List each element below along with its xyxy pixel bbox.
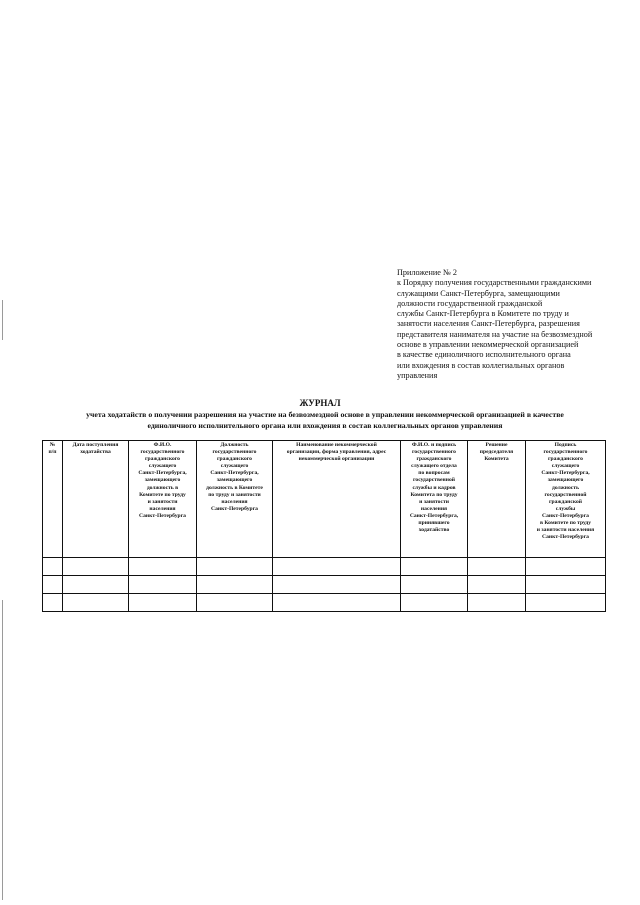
- column-header-line: служащего: [220, 463, 249, 470]
- column-header-line: служащего отдела: [411, 463, 457, 470]
- column-header-line: населения: [221, 498, 248, 505]
- table-cell: [468, 576, 526, 594]
- column-header: [526, 441, 606, 558]
- table-cell: [197, 576, 273, 594]
- column-header-line: должность в: [146, 484, 179, 491]
- appendix-line: к Порядку получения государственными гражданскими: [397, 278, 592, 288]
- column-header-line: Комитета по труду: [410, 491, 458, 498]
- column-header-line: служащего: [148, 463, 177, 470]
- appendix-line: должности государственной гражданской: [397, 298, 543, 308]
- column-header-line: Санкт-Петербурга: [139, 512, 186, 519]
- column-header-line: Санкт-Петербурга,: [210, 470, 259, 477]
- column-header-line: Санкт-Петербурга: [211, 505, 258, 512]
- table-cell: [43, 576, 63, 594]
- subtitle-line: единоличного исполнительного органа или вхождения в состав коллегиальных органов управления: [147, 420, 503, 430]
- column-header-line: №: [49, 442, 56, 448]
- table-cell: [468, 594, 526, 612]
- column-header: [401, 441, 468, 558]
- table-cell: [129, 576, 197, 594]
- table-cell: [63, 576, 129, 594]
- table-cell: [63, 558, 129, 576]
- subtitle-line: учета ходатайств о получении разрешения на участие на безвозмездной основе в управлении некоммерческой организацией в качестве: [86, 410, 564, 419]
- column-header-line: и занятости населения: [536, 527, 595, 534]
- column-header-line: Санкт-Петербурга,: [541, 470, 590, 477]
- column-header-line: замещающего: [144, 477, 181, 484]
- column-header-line: и занятости: [147, 498, 178, 505]
- table-cell: [273, 558, 401, 576]
- column-header-line: службы и кадров: [412, 484, 456, 491]
- appendix-line: управления: [397, 370, 438, 380]
- column-header-line: Комитете по труду: [139, 491, 186, 498]
- table-cell: [273, 576, 401, 594]
- appendix-line: представителя нанимателя на участие на безвозмездной: [397, 329, 593, 339]
- column-header-line: Санкт-Петербурга: [542, 534, 589, 541]
- journal-title: ЖУРНАЛ: [299, 398, 341, 408]
- table-cell: [401, 558, 468, 576]
- column-header-line: государственной: [413, 477, 455, 484]
- table-cell: [129, 558, 197, 576]
- journal-subtitle: [40, 410, 610, 431]
- column-header-line: Ф.И.О. и подпись: [411, 442, 457, 448]
- column-header-line: Подпись: [554, 442, 577, 448]
- column-header-line: п/п: [48, 449, 57, 456]
- column-header-line: населения: [149, 505, 176, 512]
- appendix-line: службы Санкт-Петербурга в Комитете по труду и: [397, 309, 569, 319]
- table-cell: [526, 576, 606, 594]
- table-cell: [273, 594, 401, 612]
- table-cell: [468, 558, 526, 576]
- column-header-line: должность: [552, 484, 579, 491]
- appendix-reference-block: [397, 268, 612, 381]
- table-cell: [526, 594, 606, 612]
- column-header-line: Ф.И.О.: [153, 442, 172, 448]
- table-cell: [197, 558, 273, 576]
- appendix-line: Приложение № 2: [397, 268, 457, 277]
- column-header-line: по труду и занятости: [208, 491, 261, 498]
- column-header-line: принявшего: [418, 520, 450, 527]
- table-cell: [129, 594, 197, 612]
- column-header-line: Должность: [220, 442, 249, 448]
- column-header-line: по вопросам: [418, 470, 450, 477]
- column-header-line: гражданского: [548, 456, 583, 463]
- column-header-line: гражданского: [416, 456, 452, 463]
- column-header: [273, 441, 401, 558]
- scan-edge-mark-top: [2, 300, 3, 340]
- table-cell: [401, 594, 468, 612]
- table-header-row: [43, 441, 606, 558]
- appendix-line: служащими Санкт-Петербурга, замещающими: [397, 288, 560, 298]
- column-header-line: ходатайство: [418, 527, 450, 534]
- journal-table: [42, 440, 606, 612]
- column-header-line: Санкт-Петербурга,: [409, 512, 459, 519]
- column-header-line: Решение: [485, 442, 508, 448]
- column-header-line: государственного: [140, 449, 185, 456]
- table-cell: [43, 558, 63, 576]
- table-cell: [401, 576, 468, 594]
- table-row: [43, 594, 606, 612]
- table-cell: [63, 594, 129, 612]
- table-cell: [526, 558, 606, 576]
- column-header-line: в Комитете по труду: [539, 520, 592, 527]
- column-header-line: Дата поступления: [72, 442, 119, 448]
- scan-edge-mark-bottom: [2, 600, 3, 900]
- column-header-line: некоммерческой организации: [298, 456, 375, 463]
- column-header: [197, 441, 273, 558]
- column-header-line: Санкт-Петербурга: [542, 512, 589, 519]
- column-header-line: населения: [420, 505, 448, 512]
- column-header: [129, 441, 197, 558]
- column-header-line: гражданского: [145, 456, 180, 463]
- appendix-line: занятости населения Санкт-Петербурга, разрешения: [397, 319, 580, 329]
- column-header-line: служащего: [551, 463, 580, 470]
- appendix-line: основе в управлении некоммерческой организацией: [397, 340, 579, 350]
- column-header-line: Комитета: [484, 456, 509, 463]
- table-cell: [43, 594, 63, 612]
- column-header-line: замещающего: [216, 477, 253, 484]
- column-header-line: государственной: [544, 491, 587, 498]
- column-header-line: Наименование некоммерческой: [296, 442, 377, 448]
- column-header-line: гражданского: [217, 456, 252, 463]
- column-header-line: председателя: [479, 449, 514, 456]
- appendix-line: или вхождения в состав коллегиальных органов: [397, 360, 565, 370]
- column-header-line: государственного: [543, 449, 588, 456]
- column-header-line: службы: [555, 505, 576, 512]
- column-header: [468, 441, 526, 558]
- column-header: [43, 441, 63, 558]
- column-header: [63, 441, 129, 558]
- column-header-line: организации, форма управления, адрес: [286, 449, 387, 456]
- table-row: [43, 558, 606, 576]
- appendix-line: в качестве единоличного исполнительного органа: [397, 350, 571, 360]
- column-header-line: должность в Комитете: [206, 484, 263, 491]
- column-header-line: государственного: [212, 449, 257, 456]
- table-body: [43, 558, 606, 612]
- column-header-line: и занятости: [419, 498, 449, 505]
- column-header-line: Санкт-Петербурга,: [138, 470, 187, 477]
- column-header-line: ходатайства: [80, 449, 111, 456]
- table-cell: [197, 594, 273, 612]
- column-header-line: государственного: [412, 449, 456, 456]
- table-row: [43, 576, 606, 594]
- column-header-line: гражданской: [548, 498, 582, 505]
- column-header-line: замещающего: [547, 477, 584, 484]
